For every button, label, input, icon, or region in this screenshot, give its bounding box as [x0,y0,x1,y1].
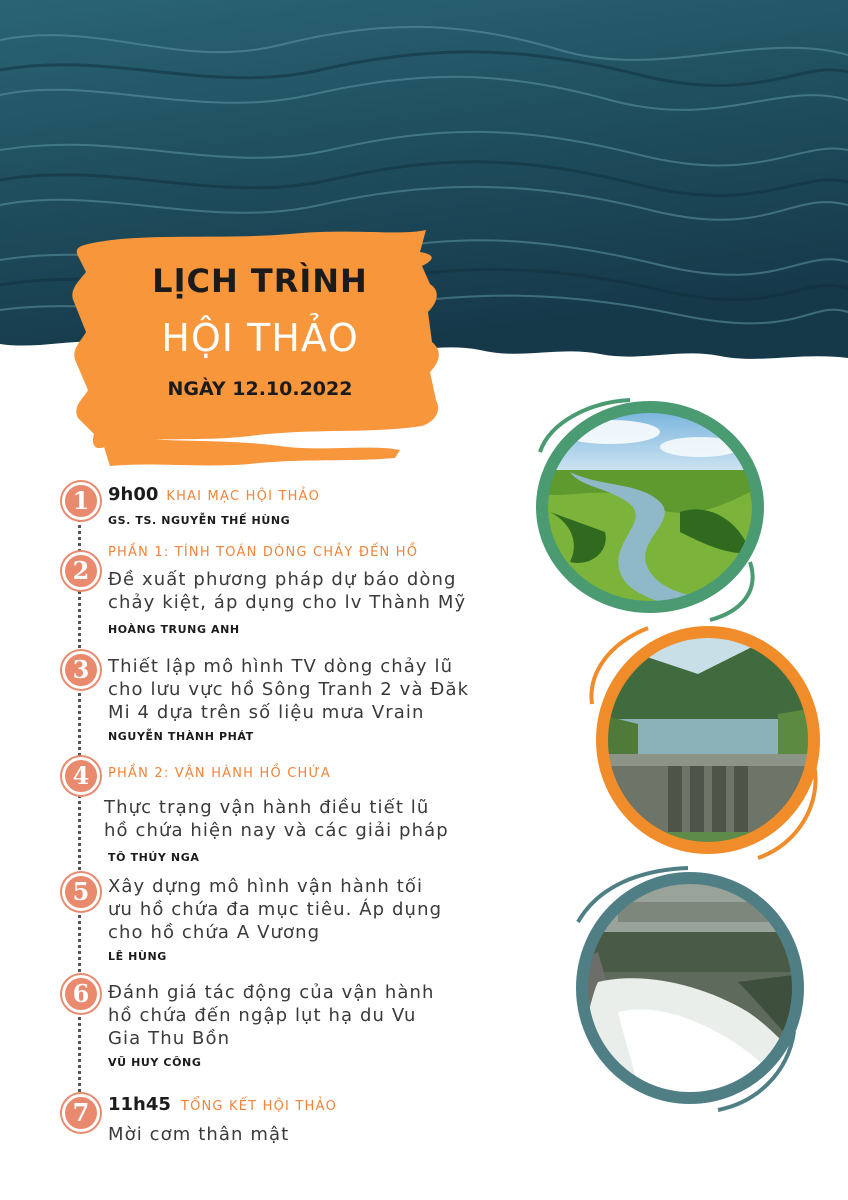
item-title-line: cho lưu vực hồ Sông Tranh 2 và Đăk [108,679,470,700]
item-title-line: Thiết lập mô hình TV dòng chảy lũ [108,656,454,677]
item-heading: TỔNG KẾT HỘI THẢO [180,1099,338,1114]
step-badge-1: 1 [62,482,100,520]
item-title-line: Mi 4 dựa trên số liệu mưa Vrain [108,702,425,723]
item-heading: KHAI MẠC HỘI THẢO [166,489,321,504]
item-title-line: hồ chứa đến ngập lụt hạ du Vu [108,1005,417,1026]
schedule-item-6 [108,981,508,1069]
item-time: 9h00 [108,484,159,505]
schedule-item-4 [104,766,508,864]
river-photo [510,392,790,622]
section-heading: PHẦN 1: TÍNH TOÁN DÒNG CHẢY ĐẾN HỒ [108,545,419,560]
item-speaker: HOÀNG TRUNG ANH [108,623,240,636]
schedule-item-5 [108,875,508,963]
schedule-item-7 [108,1094,508,1146]
item-title-line: Đề xuất phương pháp dự báo dòng [108,569,457,590]
step-badge-5: 5 [62,873,100,911]
item-title-line: ưu hồ chứa đa mục tiêu. Áp dụng [108,899,443,920]
timeline-dotted-line [78,500,81,1112]
item-speaker: TÔ THÚY NGA [108,851,200,864]
item-title-line: Thực trạng vận hành điều tiết lũ [104,797,430,818]
item-title-line: Xây dựng mô hình vận hành tối [108,876,424,897]
step-badge-2: 2 [62,552,100,590]
step-badge-4: 4 [62,757,100,795]
spillway-photo [558,862,818,1116]
schedule-item-1 [108,484,508,527]
title-line-2: HỘI THẢO [161,316,359,360]
item-speaker: GS. TS. NGUYỄN THẾ HÙNG [108,514,291,527]
item-speaker: NGUYỄN THÀNH PHÁT [108,730,254,743]
event-date: NGÀY 12.10.2022 [167,378,353,400]
schedule-item-3 [108,655,508,743]
title-banner [70,222,450,472]
title-line-1: LỊCH TRÌNH [152,262,368,300]
item-title-line: Mời cơm thân mật [108,1124,290,1145]
dam-photo [578,614,838,866]
item-time: 11h45 [108,1094,171,1115]
step-badge-7: 7 [62,1094,100,1132]
item-title-line: hồ chứa hiện nay và các giải pháp [104,820,449,841]
item-title-line: Đánh giá tác động của vận hành [108,982,435,1003]
item-title-line: chảy kiệt, áp dụng cho lv Thành Mỹ [108,592,467,613]
item-title-line: Gia Thu Bồn [108,1028,231,1049]
item-speaker: LÊ HÙNG [108,950,167,963]
section-heading: PHẦN 2: VẬN HÀNH HỒ CHỨA [108,766,331,781]
step-badge-6: 6 [62,975,100,1013]
item-title-line: cho hồ chứa A Vương [108,922,321,943]
schedule-item-2 [108,545,508,636]
item-speaker: VŨ HUY CÔNG [108,1056,202,1069]
step-badge-3: 3 [62,651,100,689]
